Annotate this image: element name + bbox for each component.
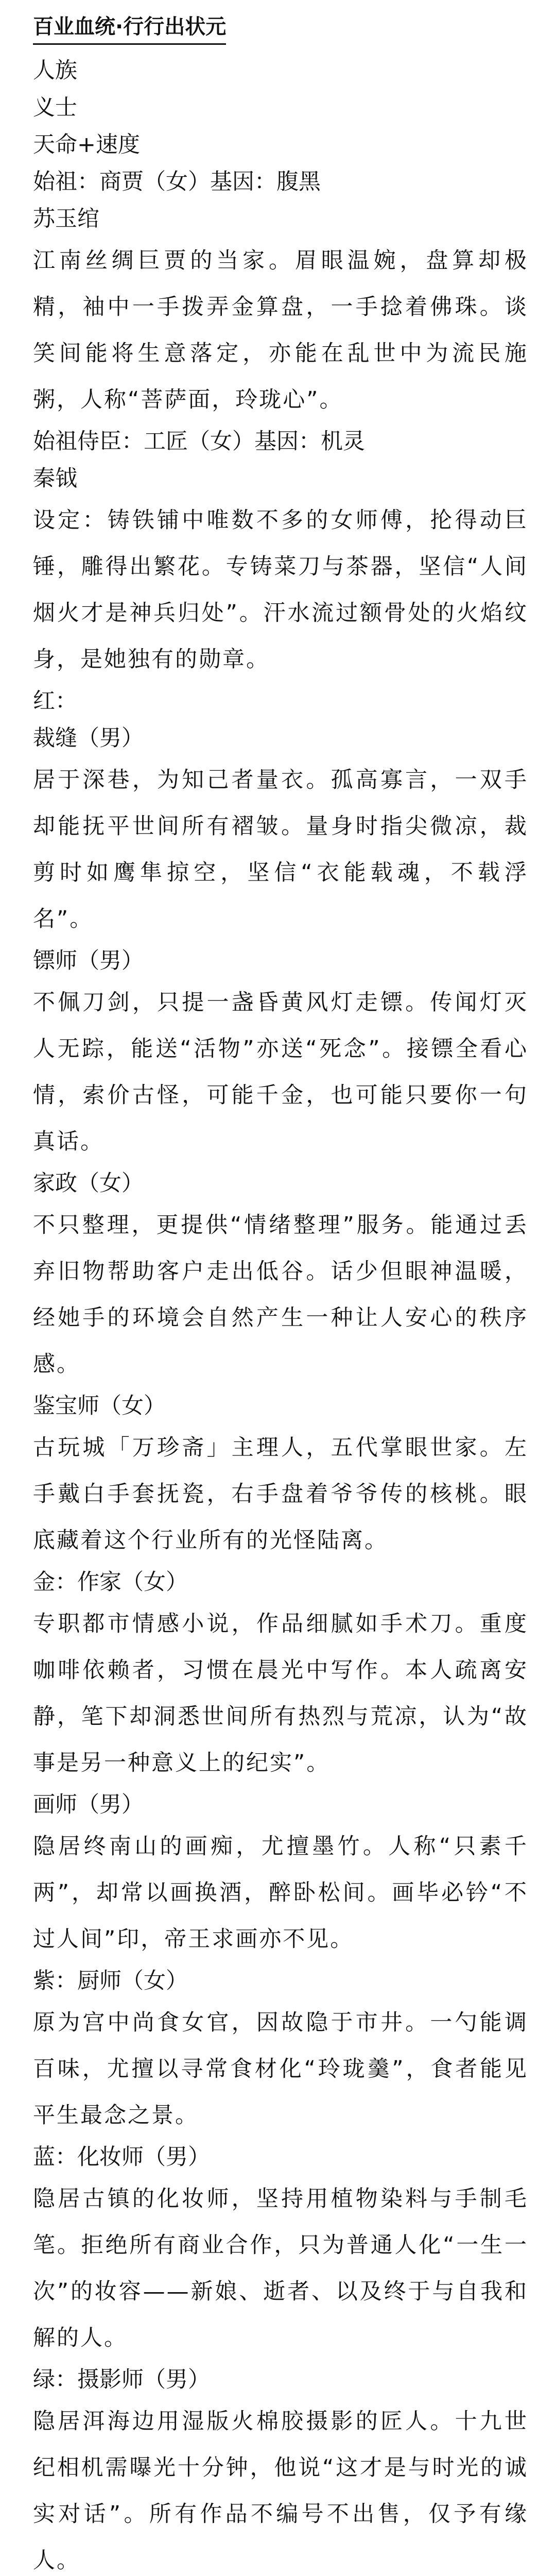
- retainer-name: 秦钺: [33, 466, 77, 492]
- ancestor-name: 苏玉绾: [33, 206, 99, 232]
- intro-race: 人族: [33, 58, 77, 83]
- profession-heading: 画师（男）: [33, 1792, 144, 1818]
- color-label-blue: 蓝：化妆师（男）: [33, 2144, 210, 2170]
- profession-heading: 家政（女）: [33, 1171, 144, 1196]
- profession-description: 古玩城「万珍斋」主理人，五代掌眼世家。左手戴白手套抚瓷，右手盘着爷爷传的核桃。眼底藏着这个行业所有的光怪陆离。: [33, 1435, 528, 1553]
- profession-description: 专职都市情感小说，作品细腻如手术刀。重度咖啡依赖者，习惯在晨光中写作。本人疏离安静，笔下却洞悉世间所有热烈与荒凉，认为“故事是另一种意义上的纪实”。: [33, 1611, 528, 1776]
- profession-heading: 裁缝（男）: [33, 725, 144, 751]
- color-label-red: 红：: [33, 688, 77, 714]
- color-label-purple: 紫：厨师（女）: [33, 1968, 188, 1994]
- profession-heading: 鉴宝师（女）: [33, 1393, 166, 1419]
- profession-description: 不佩刀剑，只提一盏昏黄风灯走镖。传闻灯灭人无踪，能送“活物”亦送“死念”。接镖全看心情，索价古怪，可能千金，也可能只要你一句真话。: [33, 990, 528, 1155]
- profession-description: 居于深巷，为知己者量衣。孤高寡言，一双手却能抚平世间所有褶皱。量身时指尖微凉，裁剪时如鹰隼掠空，坚信“衣能载魂，不载浮名”。: [33, 767, 528, 932]
- intro-attributes: 天命+速度: [33, 132, 141, 158]
- profession-heading: 镖师（男）: [33, 948, 144, 974]
- color-label-green: 绿：摄影师（男）: [33, 2367, 210, 2393]
- color-label-gold: 金：作家（女）: [33, 1569, 188, 1595]
- profession-description: 隐居终南山的画痴，尤擅墨竹。人称“只素千两”，却常以画换酒，醉卧松间。画毕必钤“不过人间”印，帝王求画亦不见。: [33, 1834, 528, 1952]
- profession-description: 隐居古镇的化妆师，坚持用植物染料与手制毛笔。拒绝所有商业合作，只为普通人化“一生一次”的妆容——新娘、逝者、以及终于与自我和解的人。: [33, 2186, 528, 2351]
- ancestor-description: 江南丝绸巨贾的当家。眉眼温婉，盘算却极精，袖中一手拨弄金算盘，一手捻着佛珠。谈笑间能将生意落定，亦能在乱世中为流民施粥，人称“菩萨面，玲珑心”。: [33, 248, 528, 413]
- document-title: 百业血统·行行出状元: [33, 10, 226, 45]
- profession-description: 原为宫中尚食女官，因故隐于市井。一勺能调百味，尤擅以寻常食材化“玲珑羹”，食者能见平生最念之景。: [33, 2010, 528, 2128]
- profession-description: 隐居洱海边用湿版火棉胶摄影的匠人。十九世纪相机需曝光十分钟，他说“这才是与时光的诚实对话”。所有作品不编号不出售，仅予有缘人。: [33, 2409, 528, 2573]
- retainer-heading: 始祖侍臣：工匠（女）基因：机灵: [33, 429, 365, 454]
- retainer-description: 设定：铸铁铺中唯数不多的女师傅，抡得动巨锤，雕得出繁花。专铸菜刀与茶器，坚信“人间烟火才是神兵归处”。汗水流过额骨处的火焰纹身，是她独有的勋章。: [33, 507, 528, 672]
- profession-description: 不只整理，更提供“情绪整理”服务。能通过丢弃旧物帮助客户走出低谷。话少但眼神温暖，经她手的环境会自然产生一种让人安心的秩序感。: [33, 1212, 528, 1377]
- ancestor-heading: 始祖：商贾（女）基因：腹黑: [33, 169, 321, 195]
- intro-class: 义士: [33, 95, 77, 121]
